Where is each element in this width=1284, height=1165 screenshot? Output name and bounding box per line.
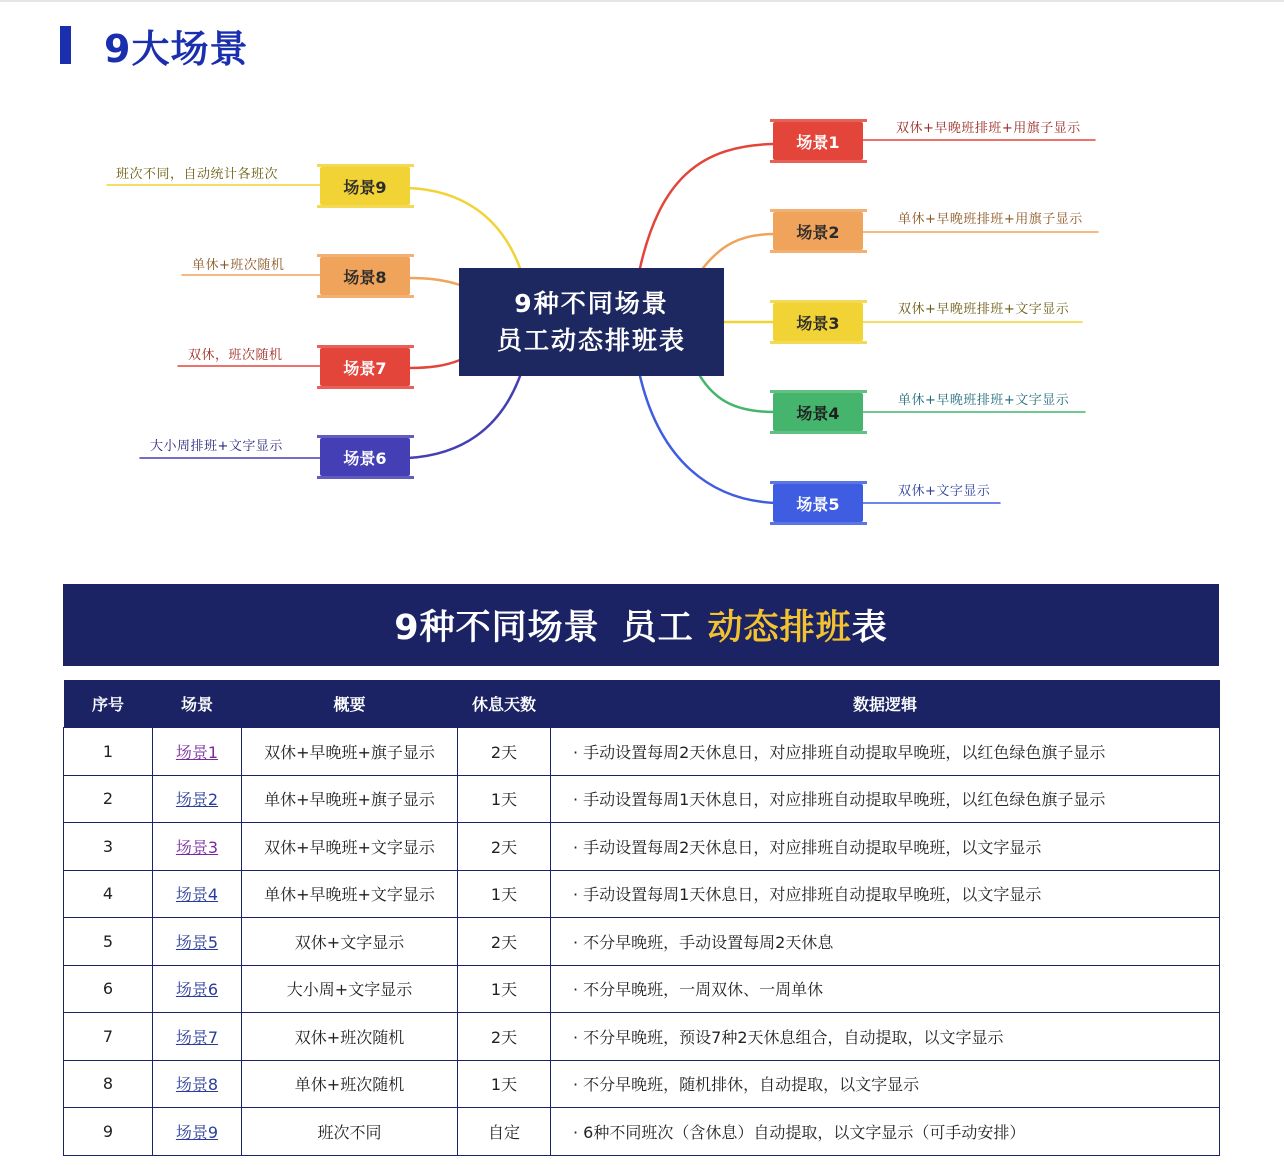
banner-part3: 表 bbox=[851, 608, 888, 648]
desc-scene5: 双休+文字显示 bbox=[898, 484, 991, 499]
cell-rest: 2天 bbox=[458, 1013, 551, 1061]
center-title-line2: 员工动态排班表 bbox=[496, 326, 686, 355]
cell-logic: · 手动设置每周2天休息日，对应排班自动提取早晚班，以文字显示 bbox=[551, 823, 1220, 871]
connector-scene8 bbox=[408, 278, 460, 285]
table-row bbox=[64, 775, 1220, 823]
scene-link[interactable]: 场景4 bbox=[175, 885, 219, 905]
cell-no: 6 bbox=[64, 965, 153, 1013]
cell-scene bbox=[153, 965, 242, 1013]
table-row bbox=[64, 1060, 1220, 1108]
header-logic: 数据逻辑 bbox=[551, 680, 1220, 728]
connector-scene5 bbox=[640, 376, 775, 503]
cell-no: 7 bbox=[64, 1013, 153, 1061]
cell-summary: 单休+早晚班+旗子显示 bbox=[242, 775, 458, 823]
node-scene8: 场景8 bbox=[320, 257, 410, 295]
cell-no: 5 bbox=[64, 918, 153, 966]
cell-scene bbox=[153, 918, 242, 966]
connector-scene1 bbox=[640, 144, 775, 268]
mindmap-center-node bbox=[459, 268, 724, 376]
node-scene9: 场景9 bbox=[320, 167, 410, 205]
desc-scene7: 双休，班次随机 bbox=[188, 348, 283, 363]
table-header-row bbox=[64, 680, 1220, 728]
scene-link[interactable]: 场景7 bbox=[175, 1027, 219, 1047]
cell-no: 8 bbox=[64, 1060, 153, 1108]
cell-logic: · 不分早晚班，预设7种2天休息组合，自动提取，以文字显示 bbox=[551, 1013, 1220, 1061]
table-row bbox=[64, 1013, 1220, 1061]
node-scene7: 场景7 bbox=[320, 348, 410, 386]
cell-rest: 2天 bbox=[458, 918, 551, 966]
cell-scene bbox=[153, 775, 242, 823]
table-row bbox=[64, 918, 1220, 966]
cell-rest: 1天 bbox=[458, 1060, 551, 1108]
desc-scene9: 班次不同，自动统计各班次 bbox=[116, 167, 279, 182]
desc-scene8: 单休+班次随机 bbox=[192, 258, 285, 273]
header-summary: 概要 bbox=[242, 680, 458, 728]
scene-link[interactable]: 场景3 bbox=[175, 837, 219, 857]
scene-link[interactable]: 场景9 bbox=[175, 1122, 219, 1142]
connector-scene6 bbox=[408, 376, 520, 458]
node-scene6: 场景6 bbox=[320, 438, 410, 476]
cell-rest: 2天 bbox=[458, 728, 551, 776]
desc-scene2: 单休+早晚班排班+用旗子显示 bbox=[898, 212, 1083, 227]
title-accent-bar bbox=[60, 26, 71, 64]
scenario-table bbox=[63, 680, 1220, 1156]
scene-link[interactable]: 场景6 bbox=[175, 980, 219, 1000]
cell-summary: 大小周+文字显示 bbox=[242, 965, 458, 1013]
node-scene4: 场景4 bbox=[773, 393, 863, 431]
cell-scene bbox=[153, 870, 242, 918]
cell-summary: 双休+文字显示 bbox=[242, 918, 458, 966]
scene-link[interactable]: 场景8 bbox=[175, 1075, 219, 1095]
cell-logic: · 手动设置每周1天休息日，对应排班自动提取早晚班，以文字显示 bbox=[551, 870, 1220, 918]
node-scene2: 场景2 bbox=[773, 212, 863, 250]
cell-logic: · 不分早晚班，随机排休，自动提取，以文字显示 bbox=[551, 1060, 1220, 1108]
cell-logic: · 6种不同班次（含休息）自动提取，以文字显示（可手动安排） bbox=[551, 1108, 1220, 1156]
cell-logic: · 不分早晚班，手动设置每周2天休息 bbox=[551, 918, 1220, 966]
cell-no: 3 bbox=[64, 823, 153, 871]
cell-scene bbox=[153, 823, 242, 871]
cell-summary: 双休+班次随机 bbox=[242, 1013, 458, 1061]
desc-scene4: 单休+早晚班排班+文字显示 bbox=[898, 393, 1070, 408]
connector-scene7 bbox=[408, 360, 460, 368]
cell-scene bbox=[153, 1013, 242, 1061]
cell-rest: 2天 bbox=[458, 823, 551, 871]
cell-no: 2 bbox=[64, 775, 153, 823]
cell-scene bbox=[153, 1108, 242, 1156]
cell-logic: · 手动设置每周2天休息日，对应排班自动提取早晚班，以红色绿色旗子显示 bbox=[551, 728, 1220, 776]
cell-rest: 1天 bbox=[458, 775, 551, 823]
cell-no: 1 bbox=[64, 728, 153, 776]
table-row bbox=[64, 728, 1220, 776]
desc-scene1: 双休+早晚班排班+用旗子显示 bbox=[896, 121, 1081, 136]
node-scene5: 场景5 bbox=[773, 484, 863, 522]
cell-summary: 班次不同 bbox=[242, 1108, 458, 1156]
page-title: 9大场景 bbox=[104, 27, 249, 71]
header-scene: 场景 bbox=[153, 680, 242, 728]
table-banner bbox=[63, 584, 1219, 666]
table-row bbox=[64, 870, 1220, 918]
desc-scene3: 双休+早晚班排班+文字显示 bbox=[898, 302, 1070, 317]
cell-summary: 双休+早晚班+文字显示 bbox=[242, 823, 458, 871]
header-rest-days: 休息天数 bbox=[458, 680, 551, 728]
cell-summary: 单休+班次随机 bbox=[242, 1060, 458, 1108]
cell-no: 4 bbox=[64, 870, 153, 918]
connector-scene9 bbox=[408, 188, 520, 268]
cell-scene bbox=[153, 728, 242, 776]
table-row bbox=[64, 1108, 1220, 1156]
cell-no: 9 bbox=[64, 1108, 153, 1156]
cell-scene bbox=[153, 1060, 242, 1108]
connector-scene4 bbox=[700, 376, 775, 412]
cell-rest: 1天 bbox=[458, 965, 551, 1013]
cell-logic: · 不分早晚班，一周双休、一周单休 bbox=[551, 965, 1220, 1013]
header-no: 序号 bbox=[64, 680, 153, 728]
cell-rest: 1天 bbox=[458, 870, 551, 918]
banner-part2: 员工 bbox=[621, 608, 694, 648]
cell-summary: 单休+早晚班+文字显示 bbox=[242, 870, 458, 918]
cell-summary: 双休+早晚班+旗子显示 bbox=[242, 728, 458, 776]
node-scene3: 场景3 bbox=[773, 303, 863, 341]
scene-link[interactable]: 场景5 bbox=[175, 932, 219, 952]
cell-rest: 自定 bbox=[458, 1108, 551, 1156]
scene-link[interactable]: 场景2 bbox=[175, 790, 219, 810]
banner-part1: 9种不同场景 bbox=[394, 608, 600, 648]
table-row bbox=[64, 965, 1220, 1013]
node-scene1: 场景1 bbox=[773, 122, 863, 160]
scene-link[interactable]: 场景1 bbox=[175, 742, 219, 762]
table-row bbox=[64, 823, 1220, 871]
desc-scene6: 大小周排班+文字显示 bbox=[150, 439, 283, 454]
connector-scene2 bbox=[700, 234, 775, 272]
cell-logic: · 手动设置每周1天休息日，对应排班自动提取早晚班，以红色绿色旗子显示 bbox=[551, 775, 1220, 823]
center-title-line1: 9种不同场景 bbox=[514, 289, 669, 318]
banner-highlight: 动态排班 bbox=[707, 608, 852, 648]
top-divider bbox=[0, 0, 1284, 2]
